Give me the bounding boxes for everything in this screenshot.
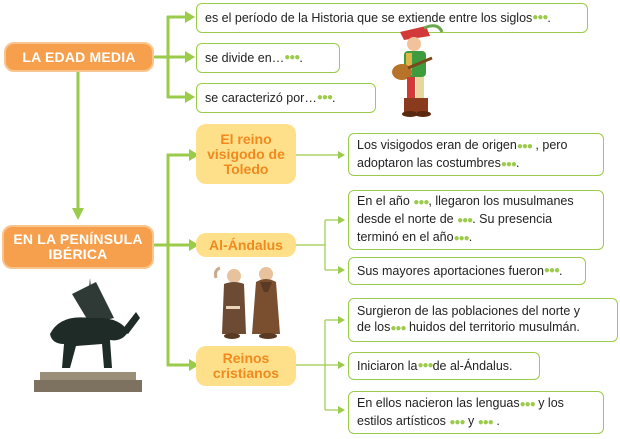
- cristianos-detail-3: [348, 391, 604, 434]
- detail-text: estilos artísticos: [357, 413, 450, 428]
- section-al-andalus-label: Al-Ándalus: [209, 236, 283, 253]
- item-text: .: [299, 51, 303, 65]
- detail-text: .: [492, 413, 500, 428]
- edad-media-item-2: [196, 43, 340, 73]
- item-text: es el período de la Historia que se extiende entre los siglos: [205, 11, 533, 25]
- item-text: se divide en…: [205, 51, 285, 65]
- blank-dots: ●●●: [457, 215, 473, 226]
- detail-text: desde el norte de: [357, 212, 458, 226]
- detail-text: .: [559, 264, 563, 278]
- blank-dots: ●●●: [532, 12, 548, 23]
- blank-dots: ●●●: [543, 265, 560, 276]
- section-al-andalus: [196, 233, 296, 257]
- detail-text: huidos del territorio musulmán.: [405, 320, 580, 334]
- blank-dots: ●●●: [284, 52, 300, 63]
- edad-media-title: [4, 42, 154, 72]
- blank-dots: ●●●: [390, 323, 406, 334]
- detail-text: adoptaron las costumbres: [357, 155, 501, 170]
- section-visigodo-label: El reino visigodo de Toledo: [207, 130, 285, 177]
- blank-dots: ●●●: [449, 416, 465, 428]
- section-cristianos-label: Reinos cristianos: [212, 350, 280, 381]
- peninsula-label: EN LA PENÍNSULA IBÉRICA: [13, 231, 143, 262]
- detail-text: . Su presencia: [472, 212, 553, 226]
- detail-text: Los visigodos eran de origen: [357, 137, 517, 152]
- edad-media-item-3: [196, 83, 376, 113]
- detail-text: .: [468, 230, 473, 244]
- blank-dots: ●●●: [316, 92, 332, 103]
- detail-text: .: [515, 155, 520, 170]
- statue-illustration: [30, 272, 145, 396]
- blank-dots: ●●●: [516, 140, 532, 152]
- detail-text: de al-Ándalus.: [432, 359, 513, 373]
- andalus-detail-1: [348, 190, 604, 250]
- blank-dots: ●●●: [417, 360, 433, 371]
- detail-text: En el año: [357, 194, 414, 208]
- andalus-detail-2: [348, 257, 586, 285]
- blank-dots: ●●●: [413, 197, 429, 208]
- detail-text: , llegaron los musulmanes: [428, 194, 574, 208]
- blank-dots: ●●●: [519, 398, 535, 410]
- blank-dots: ●●●: [500, 158, 516, 170]
- blank-dots: ●●●: [453, 233, 469, 244]
- detail-text: y los: [534, 395, 564, 410]
- detail-text: En ellos nacieron las lenguas: [357, 395, 520, 410]
- visigodo-detail: [348, 133, 604, 176]
- peninsula-title: [2, 225, 154, 269]
- item-text: se caracterizó por…: [205, 91, 317, 105]
- section-cristianos: [196, 346, 296, 386]
- detail-text: Iniciaron la: [357, 359, 418, 373]
- detail-text: Surgieron de las poblaciones del norte y: [357, 304, 581, 318]
- blank-dots: ●●●: [477, 416, 493, 428]
- edad-media-label: LA EDAD MEDIA: [22, 48, 136, 65]
- item-text: .: [547, 11, 551, 25]
- monks-illustration: [210, 262, 292, 342]
- detail-text: y: [464, 413, 478, 428]
- item-text: .: [331, 91, 336, 105]
- troubadour-illustration: [380, 22, 450, 122]
- detail-text: , pero: [531, 137, 568, 152]
- detail-text: de los: [357, 320, 391, 334]
- detail-text: terminó en el año: [357, 230, 454, 244]
- detail-text: Sus mayores aportaciones fueron: [357, 264, 544, 278]
- cristianos-detail-1: [348, 298, 618, 342]
- section-visigodo: [196, 124, 296, 184]
- cristianos-detail-2: [348, 352, 540, 380]
